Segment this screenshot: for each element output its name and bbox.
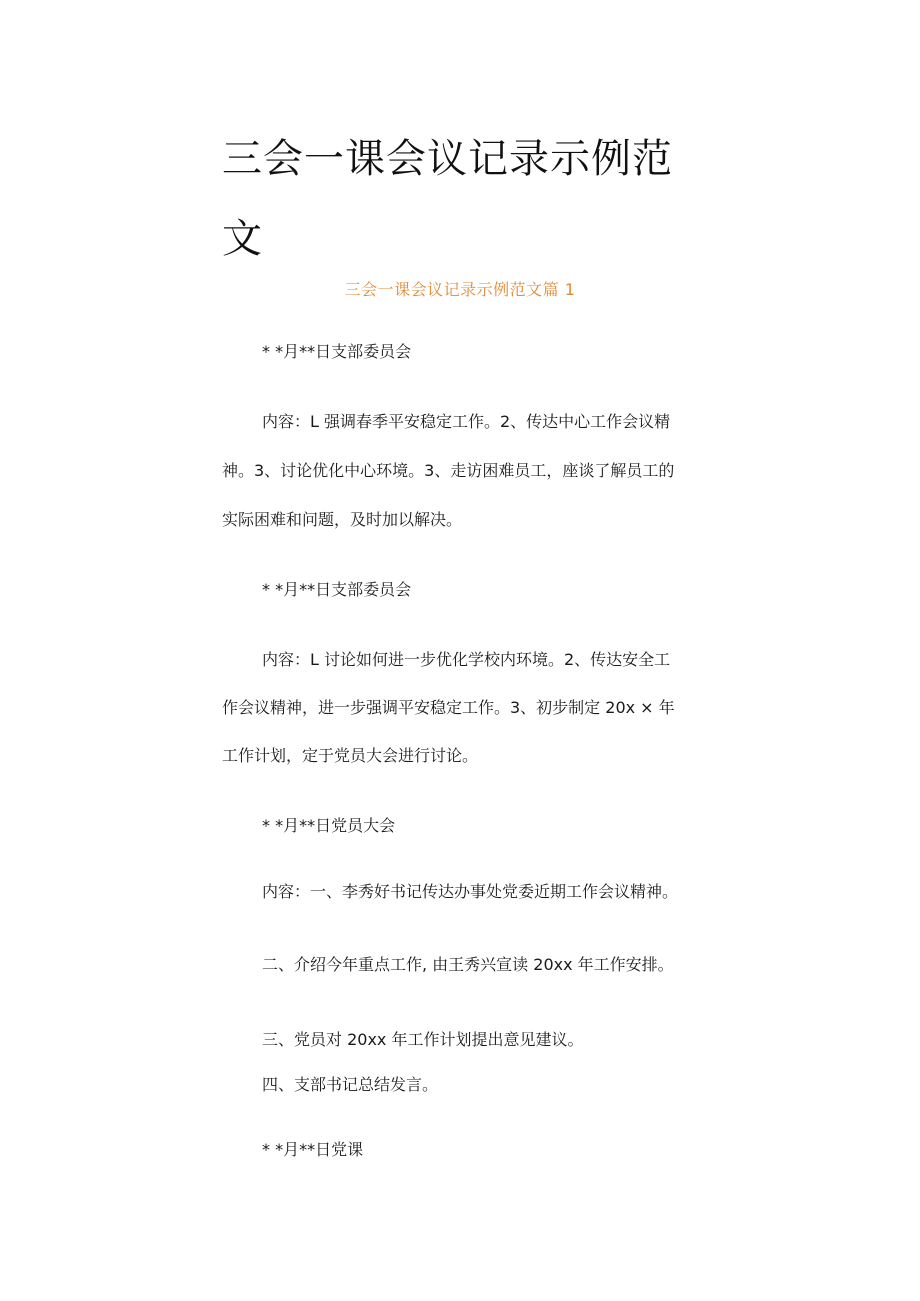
entry-content-line: 四、支部书记总结发言。 bbox=[262, 1075, 439, 1094]
entry-content-line: 作会议精神，进一步强调平安稳定工作。3、初步制定 20x × 年 bbox=[222, 698, 675, 717]
entry-heading: * *月**日党课 bbox=[262, 1140, 364, 1159]
entry-heading: * *月**日党员大会 bbox=[262, 816, 396, 835]
entry-content-line: 神。3、讨论优化中心环境。3、走访困难员工，座谈了解员工的 bbox=[222, 461, 675, 480]
document-title-line-1: 三会一课会议记录示例范 bbox=[222, 136, 673, 182]
entry-content-line: 内容：L 讨论如何进一步优化学校内环境。2、传达安全工 bbox=[262, 650, 671, 669]
entry-content-line: 内容：一、李秀好书记传达办事处党委近期工作会议精神。 bbox=[262, 882, 679, 901]
entry-content-line: 内容：L 强调春季平安稳定工作。2、传达中心工作会议精 bbox=[262, 412, 671, 431]
entry-content-line: 二、介绍今年重点工作, 由王秀兴宣读 20xx 年工作安排。 bbox=[262, 955, 674, 974]
entry-content-line: 工作计划，定于党员大会进行讨论。 bbox=[222, 746, 479, 765]
section-subtitle: 三会一课会议记录示例范文篇 1 bbox=[344, 280, 576, 299]
entry-content-line: 三、党员对 20xx 年工作计划提出意见建议。 bbox=[262, 1030, 584, 1049]
entry-heading: * *月**日支部委员会 bbox=[262, 580, 412, 599]
entry-content-line: 实际困难和问题，及时加以解决。 bbox=[222, 510, 463, 529]
entry-heading: * *月**日支部委员会 bbox=[262, 342, 412, 361]
document-title-line-2: 文 bbox=[222, 216, 263, 262]
